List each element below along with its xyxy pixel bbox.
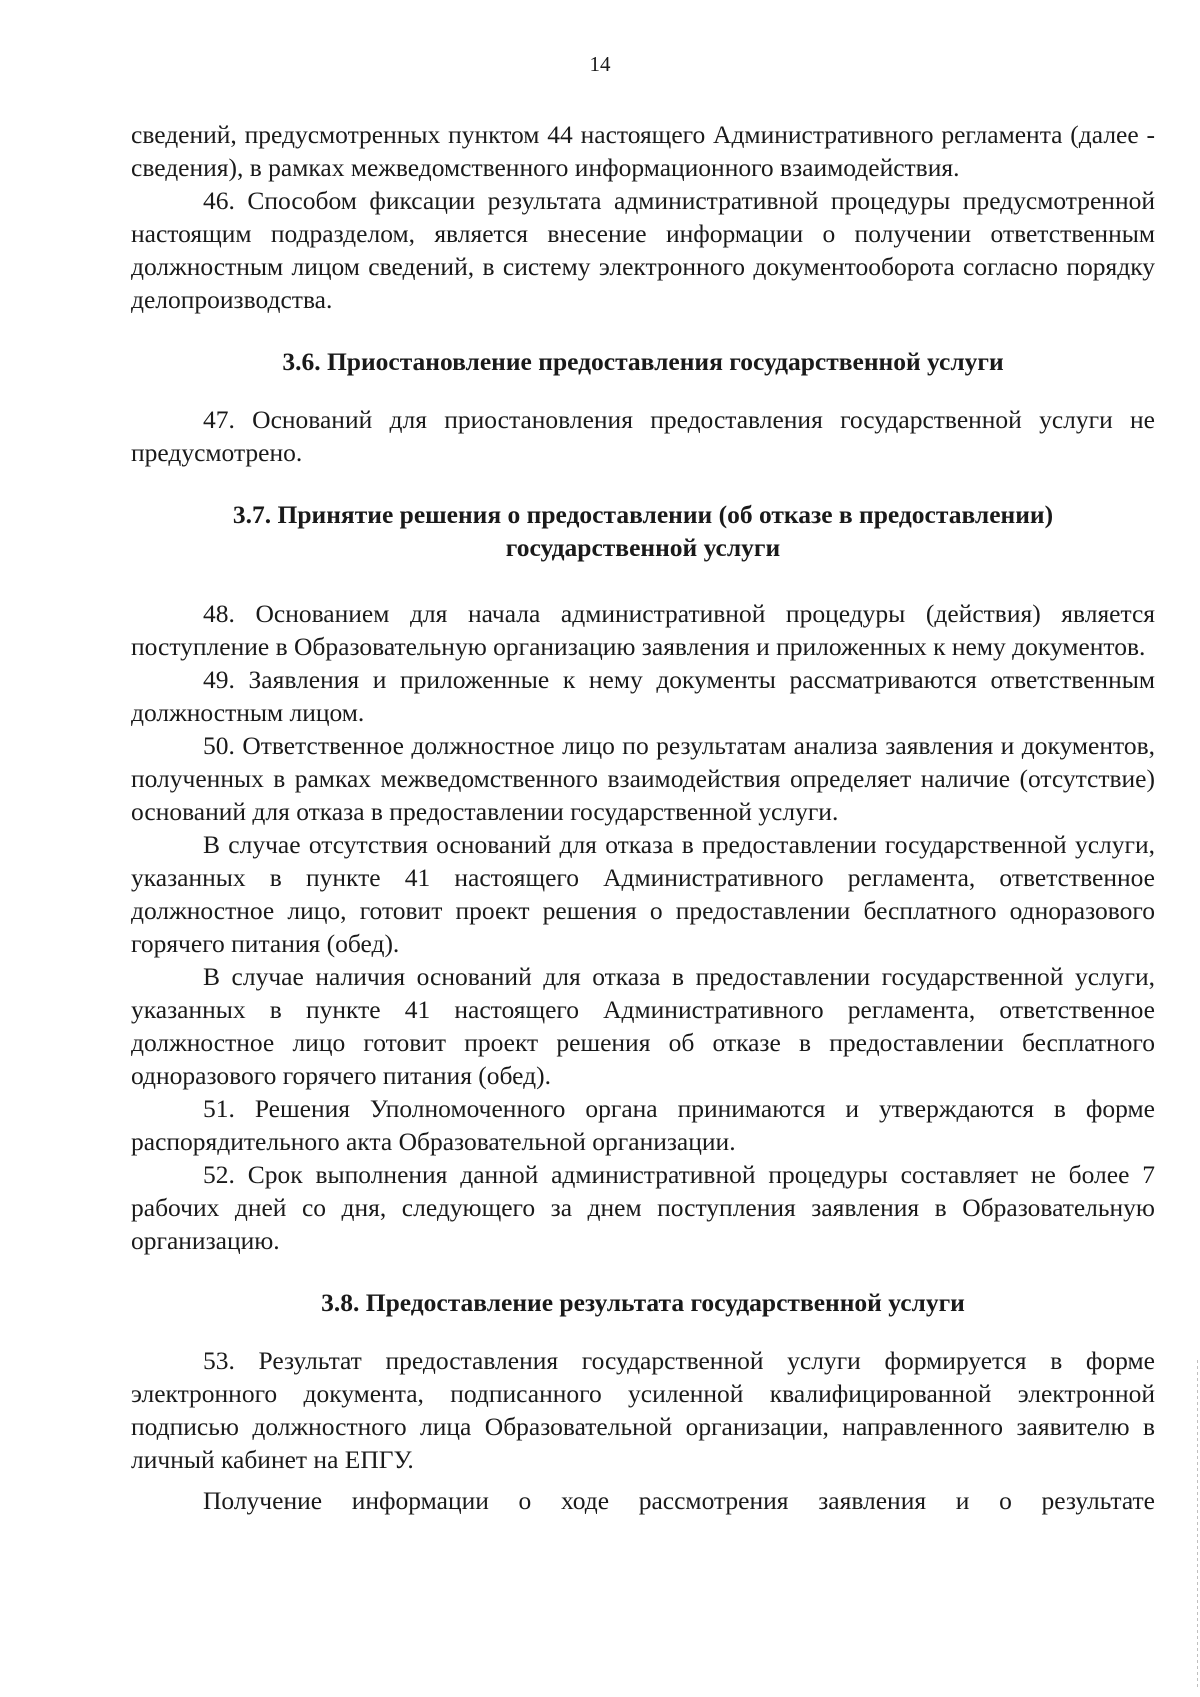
scan-margin-dots: [1197, 1360, 1198, 1690]
paragraph-45-continuation: сведений, предусмотренных пунктом 44 настоящего Административного регламента (далее - сведения), в рамках межведомственного информационного взаимодействия.: [131, 120, 1155, 182]
section-heading-3-8: 3.8. Предоставление результата государственной услуги: [321, 1288, 965, 1317]
paragraph-52: 52. Срок выполнения данной административной процедуры составляет не более 7 рабочих дней со дня, следующего за днем поступления заявления в Образовательную организацию.: [131, 1160, 1155, 1255]
section-heading-3-7-line-1: 3.7. Принятие решения о предоставлении (об отказе в предоставлении): [232, 500, 1054, 529]
document-body: [131, 118, 1155, 1517]
paragraph-50-no-grounds: В случае отсутствия оснований для отказа в предоставлении государственной услуги, указанных в пункте 41 настоящего Административного регламента, ответственное должностное лицо, готовит проект решения о предоставлении бесплатного одноразового горячего питания (обед).: [131, 830, 1155, 958]
paragraph-51: 51. Решения Уполномоченного органа принимаются и утверждаются в форме распорядительного акта Образовательной организации.: [131, 1094, 1155, 1156]
paragraph-50: 50. Ответственное должностное лицо по результатам анализа заявления и документов, полученных в рамках межведомственного взаимодействия определяет наличие (отсутствие) оснований для отказа в предоставлении государственной услуги.: [131, 731, 1155, 826]
paragraph-47: 47. Оснований для приостановления предоставления государственной услуги не предусмотрено.: [131, 405, 1155, 467]
paragraph-53: 53. Результат предоставления государственной услуги формируется в форме электронного документа, подписанного усиленной квалифицированной электронной подписью должностного лица Образовательной организации, направленного заявителю в личный кабинет на ЕПГУ.: [131, 1346, 1155, 1474]
paragraph-50-grounds: В случае наличия оснований для отказа в предоставлении государственной услуги, указанных в пункте 41 настоящего Административного регламента, ответственное должностное лицо готовит проект решения об отказе в предоставлении бесплатного одноразового горячего питания (обед).: [131, 962, 1155, 1090]
section-heading-3-7: [131, 498, 1155, 564]
section-heading-3-6: 3.6. Приостановление предоставления государственной услуги: [282, 347, 1004, 376]
page-number: 14: [589, 52, 611, 76]
paragraph-53-info: Получение информации о ходе рассмотрения заявления и о результате: [203, 1486, 1155, 1515]
paragraph-48: 48. Основанием для начала административной процедуры (действия) является поступление в Образовательную организацию заявления и приложенных к нему документов.: [131, 599, 1155, 661]
paragraph-49: 49. Заявления и приложенные к нему документы рассматриваются ответственным должностным лицом.: [131, 665, 1155, 727]
paragraph-46: 46. Способом фиксации результата административной процедуры предусмотренной настоящим подразделом, является внесение информации о получении ответственным должностным лицом сведений, в систему электронного документооборота согласно порядку делопроизводства.: [131, 186, 1155, 314]
section-heading-3-7-line-2: государственной услуги: [505, 533, 781, 562]
